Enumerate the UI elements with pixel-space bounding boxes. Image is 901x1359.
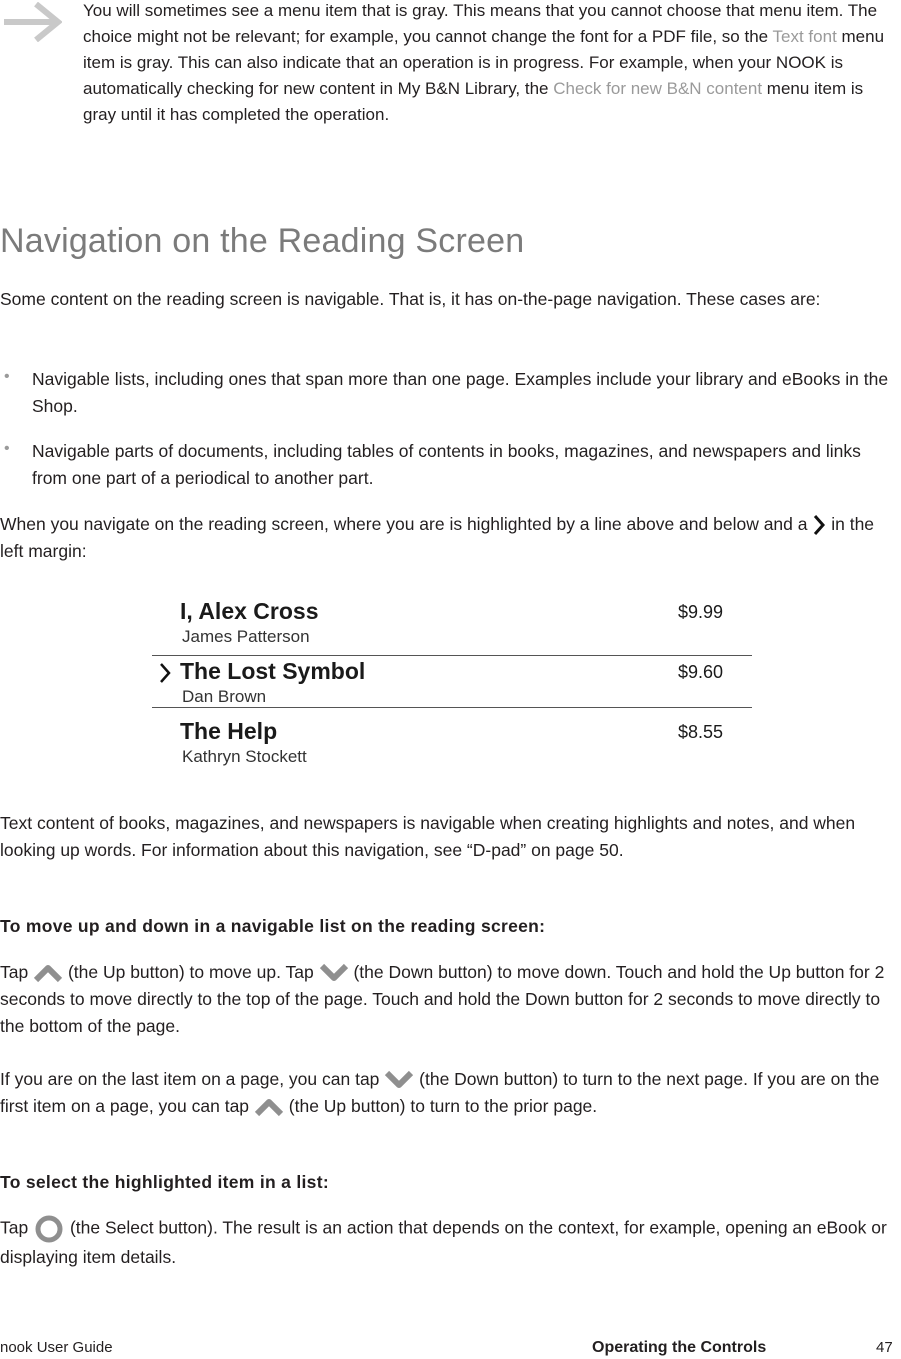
intro-paragraph: Some content on the reading screen is navigable. That is, it has on-the-page navigation. These cases are: <box>0 289 821 309</box>
book-price: $9.60 <box>678 662 724 682</box>
procedure-heading: To select the highlighted item in a list: <box>0 1172 329 1192</box>
procedure-heading: To move up and down in a navigable list on the reading screen: <box>0 916 546 936</box>
highlight-line-bottom <box>152 707 752 708</box>
chevron-right-icon <box>158 662 172 684</box>
book-price: $8.55 <box>678 722 724 742</box>
list-item[interactable] <box>152 590 752 650</box>
page-number: 47 <box>876 1339 893 1356</box>
procedure-paragraph: Tap (the Select button). The result is an action that depends on the context, for example, opening an eBook or displaying item details. <box>0 1214 900 1271</box>
up-button-icon <box>33 963 63 983</box>
down-button-icon <box>384 1070 414 1090</box>
bullet-marker: • <box>4 368 10 385</box>
chevron-right-icon <box>812 514 826 536</box>
book-author: James Patterson <box>182 627 310 646</box>
text-nav-paragraph: Text content of books, magazines, and newspapers is navigable when creating highlights and notes, and when looking up words. For information about this navigation, see “D-pad” on page 50. <box>0 813 856 860</box>
procedure-paragraph: Tap (the Up button) to move up. Tap (the Down button) to move down. Touch and hold the Up button for 2 seconds to move directly to the top of the page. Touch and hold the Down button for 2 seconds to move directly to the bottom of the page. <box>0 962 885 1036</box>
bullet-item: Navigable lists, including ones that span more than one page. Examples include your library and eBooks in the Shop. <box>32 369 889 416</box>
note-text: You will sometimes see a menu item that is gray. This means that you cannot choose that menu item. The choice might not be relevant; for example, you cannot change the font for a PDF file, so the Text font menu item is gray. This can also indicate that an operation is in progress. For example, when your NOOK is automatically checking for new content in My B&N Library, the Check for new B&N content menu item is gray until it has completed the operation. <box>83 1 885 124</box>
bullet-item: Navigable parts of documents, including tables of contents in books, magazines, and newspapers and links from one part of a periodical to another part. <box>32 441 861 488</box>
list-item[interactable] <box>152 710 752 770</box>
book-author: Kathryn Stockett <box>182 747 307 766</box>
footer-chapter: Operating the Controls <box>592 1339 767 1356</box>
highlight-paragraph: When you navigate on the reading screen, where you are is highlighted by a line above and below and a in the left margin: <box>0 514 875 561</box>
select-button-icon <box>33 1214 65 1244</box>
bullet-marker: • <box>4 440 10 457</box>
book-title: The Help <box>180 718 278 744</box>
sample-navigable-list <box>152 590 752 780</box>
book-author: Dan Brown <box>182 687 267 706</box>
procedure-paragraph: If you are on the last item on a page, you can tap (the Down button) to turn to the next page. If you are on the first item on a page, you can tap (the Up button) to turn to the prior page. <box>0 1069 880 1116</box>
section-title: Navigation on the Reading Screen <box>0 222 525 260</box>
footer-guide-name: nook User Guide <box>0 1339 113 1356</box>
book-title: The Lost Symbol <box>180 658 366 684</box>
grayed-menu-item: Text font <box>772 27 837 46</box>
book-price: $9.99 <box>678 602 724 622</box>
up-button-icon <box>254 1097 284 1117</box>
grayed-menu-item: Check for new B&N content <box>553 79 763 98</box>
list-item-selected[interactable] <box>152 650 752 710</box>
arrow-right-icon <box>2 2 62 42</box>
down-button-icon <box>319 963 349 983</box>
book-title: I, Alex Cross <box>180 598 319 624</box>
